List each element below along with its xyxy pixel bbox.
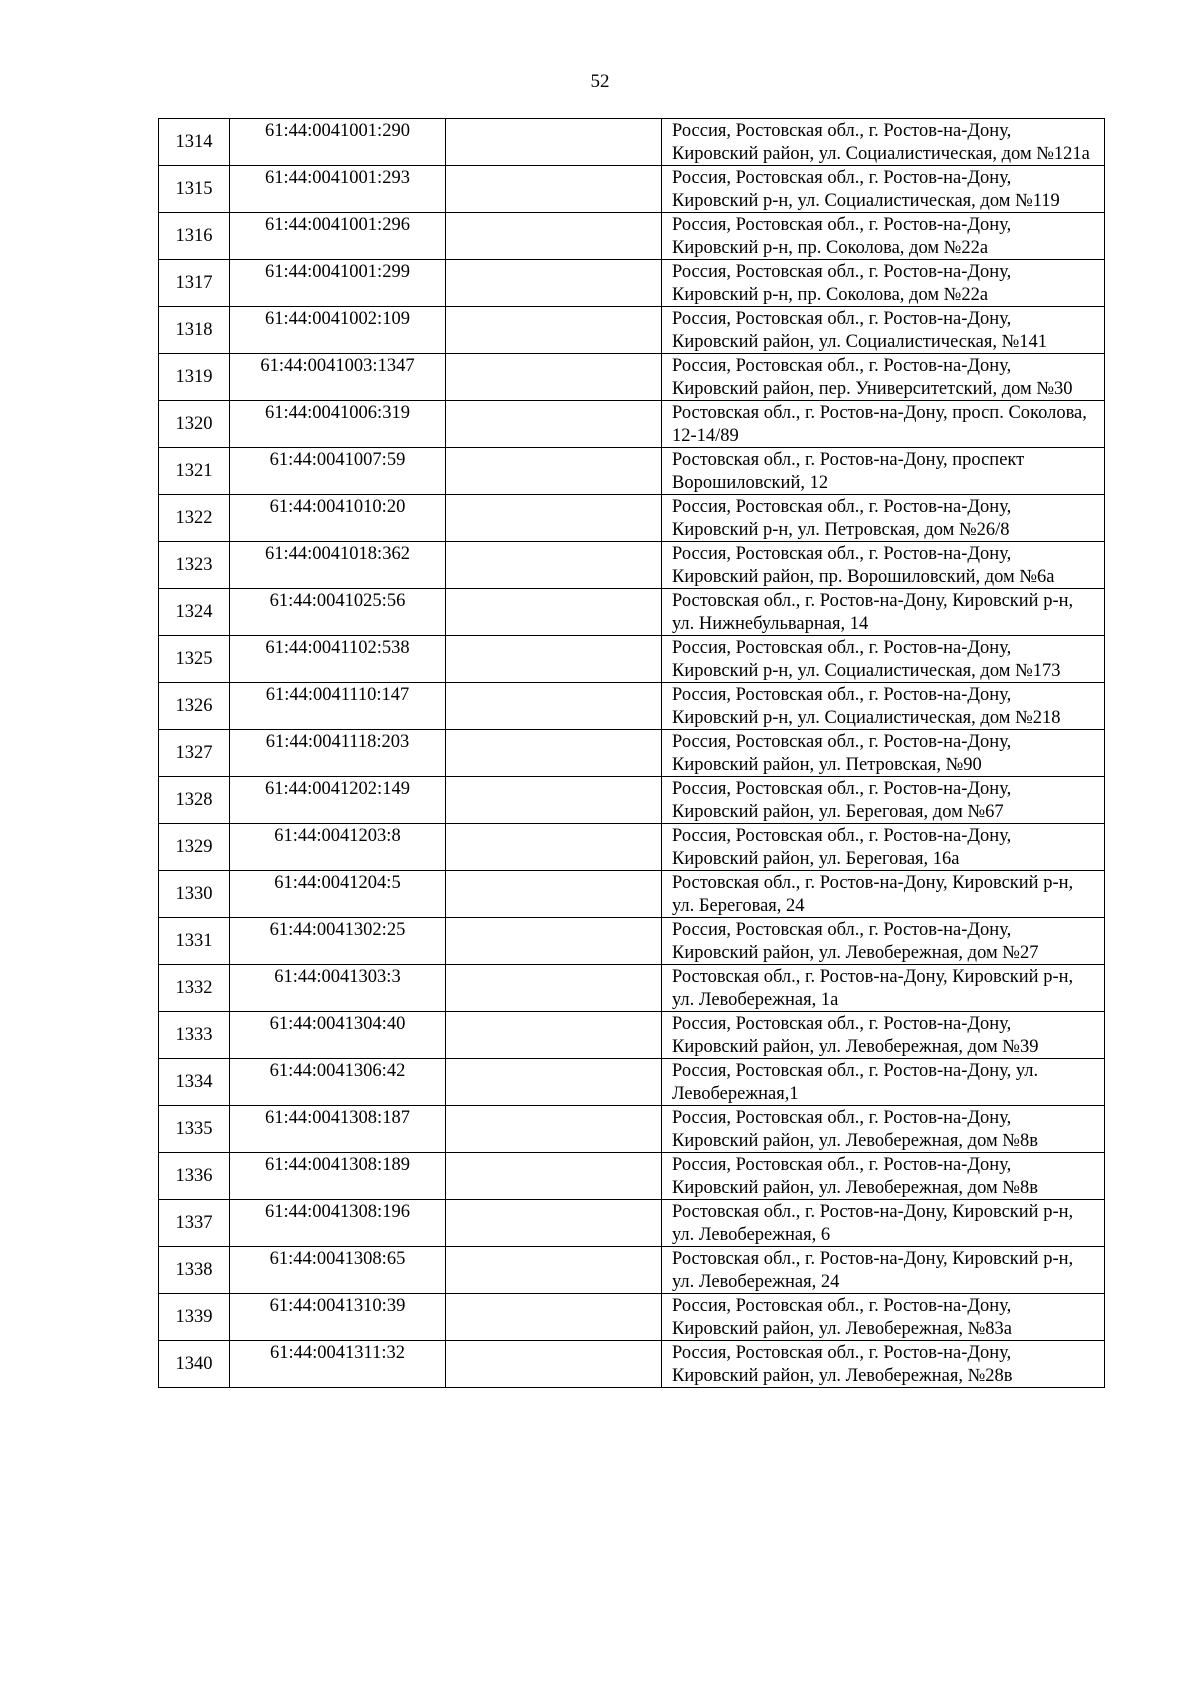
table-row (159, 166, 1105, 213)
empty-cell (446, 1200, 662, 1247)
cadastral-number-cell: 61:44:0041303:3 (230, 965, 446, 1012)
address-cell: Россия, Ростовская обл., г. Ростов-на-Дону, Кировский район, ул. Береговая, 16а (662, 824, 1105, 871)
table-row (159, 918, 1105, 965)
cadastral-number-cell: 61:44:0041304:40 (230, 1012, 446, 1059)
address-cell: Ростовская обл., г. Ростов-на-Дону, Кировский р-н, ул. Левобережная, 24 (662, 1247, 1105, 1294)
row-number-cell: 1319 (159, 354, 230, 401)
table-row (159, 401, 1105, 448)
table-row (159, 1200, 1105, 1247)
table-row (159, 1294, 1105, 1341)
cadastral-number-cell: 61:44:0041308:189 (230, 1153, 446, 1200)
page-number: 52 (590, 71, 610, 92)
table-row (159, 307, 1105, 354)
registry-table-body (159, 119, 1105, 1388)
address-cell: Россия, Ростовская обл., г. Ростов-на-Дону, Кировский р-н, ул. Социалистическая, дом №119 (662, 166, 1105, 213)
cadastral-number-cell: 61:44:0041025:56 (230, 589, 446, 636)
row-number-cell: 1321 (159, 448, 230, 495)
row-number-cell: 1338 (159, 1247, 230, 1294)
cadastral-number-cell: 61:44:0041002:109 (230, 307, 446, 354)
address-cell: Ростовская обл., г. Ростов-на-Дону, Кировский р-н, ул. Нижнебульварная, 14 (662, 589, 1105, 636)
empty-cell (446, 1247, 662, 1294)
row-number-cell: 1323 (159, 542, 230, 589)
cadastral-number-cell: 61:44:0041010:20 (230, 495, 446, 542)
empty-cell (446, 542, 662, 589)
address-cell: Ростовская обл., г. Ростов-на-Дону, Кировский р-н, ул. Береговая, 24 (662, 871, 1105, 918)
table-row (159, 542, 1105, 589)
empty-cell (446, 401, 662, 448)
cadastral-number-cell: 61:44:0041001:290 (230, 119, 446, 166)
row-number-cell: 1334 (159, 1059, 230, 1106)
address-cell: Россия, Ростовская обл., г. Ростов-на-Дону, Кировский р-н, пр. Соколова, дом №22а (662, 260, 1105, 307)
row-number-cell: 1327 (159, 730, 230, 777)
empty-cell (446, 448, 662, 495)
empty-cell (446, 730, 662, 777)
cadastral-number-cell: 61:44:0041110:147 (230, 683, 446, 730)
cadastral-number-cell: 61:44:0041001:296 (230, 213, 446, 260)
address-cell: Ростовская обл., г. Ростов-на-Дону, Кировский р-н, ул. Левобережная, 6 (662, 1200, 1105, 1247)
empty-cell (446, 871, 662, 918)
empty-cell (446, 1153, 662, 1200)
cadastral-number-cell: 61:44:0041306:42 (230, 1059, 446, 1106)
empty-cell (446, 683, 662, 730)
row-number-cell: 1315 (159, 166, 230, 213)
empty-cell (446, 1012, 662, 1059)
cadastral-number-cell: 61:44:0041308:65 (230, 1247, 446, 1294)
row-number-cell: 1331 (159, 918, 230, 965)
address-cell: Россия, Ростовская обл., г. Ростов-на-Дону, Кировский район, ул. Левобережная, дом №8в (662, 1106, 1105, 1153)
address-cell: Ростовская обл., г. Ростов-на-Дону, Кировский р-н, ул. Левобережная, 1а (662, 965, 1105, 1012)
empty-cell (446, 166, 662, 213)
row-number-cell: 1336 (159, 1153, 230, 1200)
row-number-cell: 1322 (159, 495, 230, 542)
table-row (159, 1153, 1105, 1200)
address-cell: Россия, Ростовская обл., г. Ростов-на-Дону, Кировский район, ул. Левобережная, дом №39 (662, 1012, 1105, 1059)
address-cell: Россия, Ростовская обл., г. Ростов-на-Дону, Кировский р-н, ул. Социалистическая, дом №173 (662, 636, 1105, 683)
empty-cell (446, 1059, 662, 1106)
cadastral-number-cell: 61:44:0041302:25 (230, 918, 446, 965)
row-number-cell: 1332 (159, 965, 230, 1012)
row-number-cell: 1324 (159, 589, 230, 636)
cadastral-registry-table (158, 118, 1105, 1388)
table-row (159, 448, 1105, 495)
table-row (159, 730, 1105, 777)
address-cell: Россия, Ростовская обл., г. Ростов-на-Дону, ул. Левобережная,1 (662, 1059, 1105, 1106)
cadastral-number-cell: 61:44:0041118:203 (230, 730, 446, 777)
address-cell: Россия, Ростовская обл., г. Ростов-на-Дону, Кировский район, ул. Петровская, №90 (662, 730, 1105, 777)
table-row (159, 119, 1105, 166)
address-cell: Россия, Ростовская обл., г. Ростов-на-Дону, Кировский район, ул. Левобережная, №28в (662, 1341, 1105, 1388)
row-number-cell: 1335 (159, 1106, 230, 1153)
table-row (159, 495, 1105, 542)
cadastral-number-cell: 61:44:0041001:299 (230, 260, 446, 307)
table-row (159, 965, 1105, 1012)
empty-cell (446, 965, 662, 1012)
row-number-cell: 1316 (159, 213, 230, 260)
row-number-cell: 1330 (159, 871, 230, 918)
empty-cell (446, 1294, 662, 1341)
row-number-cell: 1340 (159, 1341, 230, 1388)
table-row (159, 683, 1105, 730)
table-row (159, 589, 1105, 636)
table-row (159, 213, 1105, 260)
table-row (159, 1106, 1105, 1153)
row-number-cell: 1317 (159, 260, 230, 307)
address-cell: Ростовская обл., г. Ростов-на-Дону, просп. Соколова, 12-14/89 (662, 401, 1105, 448)
empty-cell (446, 354, 662, 401)
table-row (159, 636, 1105, 683)
empty-cell (446, 1106, 662, 1153)
cadastral-number-cell: 61:44:0041203:8 (230, 824, 446, 871)
cadastral-number-cell: 61:44:0041308:196 (230, 1200, 446, 1247)
row-number-cell: 1329 (159, 824, 230, 871)
empty-cell (446, 918, 662, 965)
address-cell: Россия, Ростовская обл., г. Ростов-на-Дону, Кировский район, ул. Социалистическая, №141 (662, 307, 1105, 354)
cadastral-number-cell: 61:44:0041007:59 (230, 448, 446, 495)
address-cell: Россия, Ростовская обл., г. Ростов-на-Дону, Кировский район, пр. Ворошиловский, дом №6а (662, 542, 1105, 589)
cadastral-number-cell: 61:44:0041204:5 (230, 871, 446, 918)
empty-cell (446, 824, 662, 871)
cadastral-number-cell: 61:44:0041003:1347 (230, 354, 446, 401)
row-number-cell: 1339 (159, 1294, 230, 1341)
empty-cell (446, 119, 662, 166)
cadastral-number-cell: 61:44:0041006:319 (230, 401, 446, 448)
address-cell: Россия, Ростовская обл., г. Ростов-на-Дону, Кировский район, ул. Социалистическая, дом №121а (662, 119, 1105, 166)
table-row (159, 1247, 1105, 1294)
address-cell: Россия, Ростовская обл., г. Ростов-на-Дону, Кировский район, ул. Левобережная, дом №27 (662, 918, 1105, 965)
address-cell: Россия, Ростовская обл., г. Ростов-на-Дону, Кировский р-н, ул. Петровская, дом №26/8 (662, 495, 1105, 542)
empty-cell (446, 589, 662, 636)
cadastral-number-cell: 61:44:0041310:39 (230, 1294, 446, 1341)
table-row (159, 1341, 1105, 1388)
empty-cell (446, 495, 662, 542)
table-row (159, 354, 1105, 401)
empty-cell (446, 307, 662, 354)
empty-cell (446, 260, 662, 307)
row-number-cell: 1337 (159, 1200, 230, 1247)
table-row (159, 260, 1105, 307)
address-cell: Россия, Ростовская обл., г. Ростов-на-Дону, Кировский район, ул. Береговая, дом №67 (662, 777, 1105, 824)
cadastral-number-cell: 61:44:0041308:187 (230, 1106, 446, 1153)
cadastral-number-cell: 61:44:0041018:362 (230, 542, 446, 589)
address-cell: Россия, Ростовская обл., г. Ростов-на-Дону, Кировский район, пер. Университетский, дом №30 (662, 354, 1105, 401)
table-row (159, 871, 1105, 918)
cadastral-number-cell: 61:44:0041202:149 (230, 777, 446, 824)
row-number-cell: 1320 (159, 401, 230, 448)
empty-cell (446, 777, 662, 824)
address-cell: Ростовская обл., г. Ростов-на-Дону, проспект Ворошиловский, 12 (662, 448, 1105, 495)
empty-cell (446, 1341, 662, 1388)
table-row (159, 777, 1105, 824)
table-row (159, 1059, 1105, 1106)
cadastral-number-cell: 61:44:0041311:32 (230, 1341, 446, 1388)
address-cell: Россия, Ростовская обл., г. Ростов-на-Дону, Кировский район, ул. Левобережная, дом №8в (662, 1153, 1105, 1200)
table-row (159, 1012, 1105, 1059)
address-cell: Россия, Ростовская обл., г. Ростов-на-Дону, Кировский р-н, пр. Соколова, дом №22а (662, 213, 1105, 260)
address-cell: Россия, Ростовская обл., г. Ростов-на-Дону, Кировский район, ул. Левобережная, №83а (662, 1294, 1105, 1341)
address-cell: Россия, Ростовская обл., г. Ростов-на-Дону, Кировский р-н, ул. Социалистическая, дом №218 (662, 683, 1105, 730)
row-number-cell: 1325 (159, 636, 230, 683)
cadastral-number-cell: 61:44:0041001:293 (230, 166, 446, 213)
row-number-cell: 1314 (159, 119, 230, 166)
empty-cell (446, 213, 662, 260)
row-number-cell: 1318 (159, 307, 230, 354)
row-number-cell: 1333 (159, 1012, 230, 1059)
table-row (159, 824, 1105, 871)
row-number-cell: 1326 (159, 683, 230, 730)
empty-cell (446, 636, 662, 683)
row-number-cell: 1328 (159, 777, 230, 824)
cadastral-number-cell: 61:44:0041102:538 (230, 636, 446, 683)
